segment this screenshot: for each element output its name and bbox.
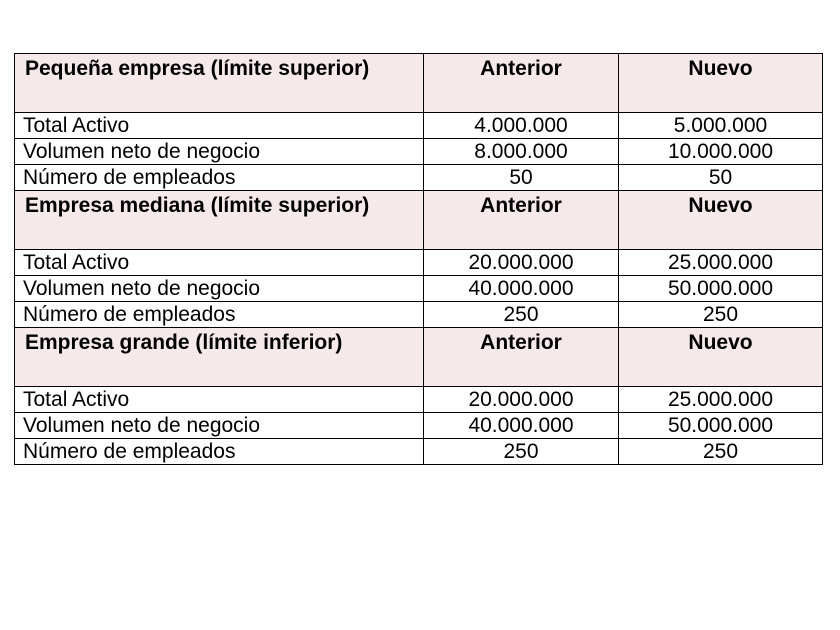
table-row	[15, 276, 823, 302]
table-row	[15, 113, 823, 139]
column-header-nuevo: Nuevo	[619, 54, 823, 113]
table-row	[15, 439, 823, 465]
value-anterior: 4.000.000	[424, 113, 619, 139]
value-anterior: 40.000.000	[424, 413, 619, 439]
section-header-row	[15, 191, 823, 250]
value-nuevo: 5.000.000	[619, 113, 823, 139]
value-anterior: 250	[424, 439, 619, 465]
table-row	[15, 250, 823, 276]
value-nuevo: 250	[619, 302, 823, 328]
table-row	[15, 139, 823, 165]
section-title: Pequeña empresa (límite superior)	[15, 54, 424, 113]
row-label: Número de empleados	[15, 165, 424, 191]
value-anterior: 50	[424, 165, 619, 191]
table-row	[15, 413, 823, 439]
column-header-anterior: Anterior	[424, 54, 619, 113]
column-header-nuevo: Nuevo	[619, 328, 823, 387]
table-row	[15, 387, 823, 413]
table-row	[15, 302, 823, 328]
column-header-nuevo: Nuevo	[619, 191, 823, 250]
row-label: Total Activo	[15, 387, 424, 413]
value-anterior: 250	[424, 302, 619, 328]
value-anterior: 20.000.000	[424, 250, 619, 276]
section-title: Empresa mediana (límite superior)	[15, 191, 424, 250]
value-nuevo: 10.000.000	[619, 139, 823, 165]
value-nuevo: 250	[619, 439, 823, 465]
value-nuevo: 50	[619, 165, 823, 191]
value-anterior: 8.000.000	[424, 139, 619, 165]
section-header-row	[15, 328, 823, 387]
row-label: Número de empleados	[15, 439, 424, 465]
row-label: Número de empleados	[15, 302, 424, 328]
value-nuevo: 25.000.000	[619, 250, 823, 276]
value-anterior: 40.000.000	[424, 276, 619, 302]
row-label: Volumen neto de negocio	[15, 413, 424, 439]
row-label: Volumen neto de negocio	[15, 276, 424, 302]
value-nuevo: 25.000.000	[619, 387, 823, 413]
row-label: Total Activo	[15, 250, 424, 276]
column-header-anterior: Anterior	[424, 191, 619, 250]
table-row	[15, 165, 823, 191]
row-label: Total Activo	[15, 113, 424, 139]
value-nuevo: 50.000.000	[619, 413, 823, 439]
section-title: Empresa grande (límite inferior)	[15, 328, 424, 387]
row-label: Volumen neto de negocio	[15, 139, 424, 165]
column-header-anterior: Anterior	[424, 328, 619, 387]
value-anterior: 20.000.000	[424, 387, 619, 413]
company-size-thresholds-table	[14, 53, 823, 465]
section-header-row	[15, 54, 823, 113]
value-nuevo: 50.000.000	[619, 276, 823, 302]
